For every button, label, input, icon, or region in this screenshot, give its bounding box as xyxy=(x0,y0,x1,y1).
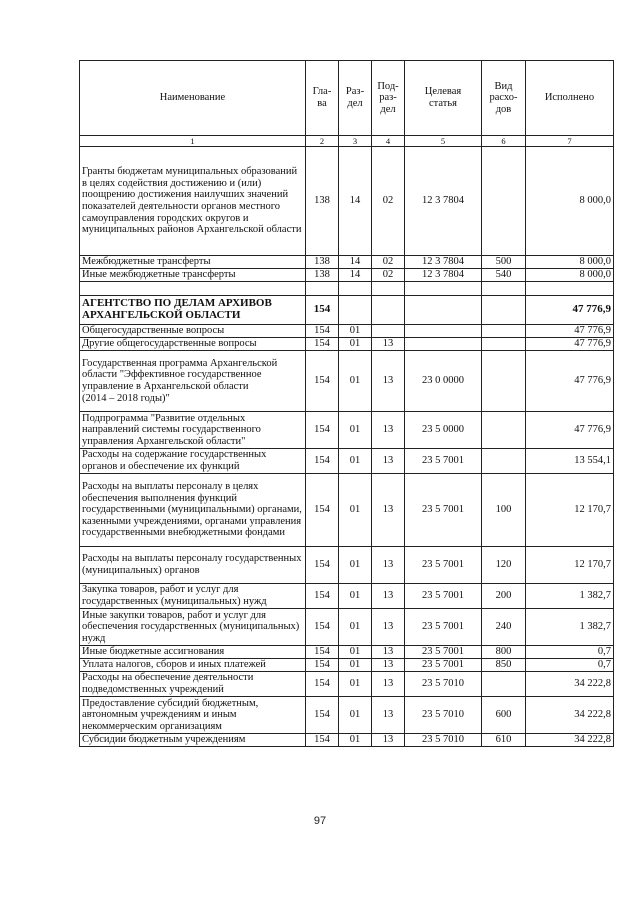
col-number: 1 xyxy=(80,136,306,147)
cell-razdel: 01 xyxy=(339,338,372,351)
cell-razdel: 14 xyxy=(339,256,372,269)
cell-glava: 138 xyxy=(306,256,339,269)
cell-vid: 850 xyxy=(482,659,526,672)
cell-vid xyxy=(482,351,526,412)
cell-glava: 154 xyxy=(306,659,339,672)
cell-name: Расходы на выплаты персоналу в целях обеспечения выполнения функций государственными (муниципальными) органами, казенными учреждениями, органами управления государственными внебюджетными фондами xyxy=(80,474,306,547)
cell-value: 34 222,8 xyxy=(526,672,614,697)
cell-vid: 120 xyxy=(482,547,526,584)
cell-value: 8 000,0 xyxy=(526,269,614,282)
cell-name: Расходы на выплаты персоналу государственных (муниципальных) органов xyxy=(80,547,306,584)
cell-value: 12 170,7 xyxy=(526,474,614,547)
cell-glava: 154 xyxy=(306,609,339,646)
cell-podrazdel: 13 xyxy=(372,474,405,547)
col-number: 3 xyxy=(339,136,372,147)
cell-glava: 154 xyxy=(306,672,339,697)
cell-value: 47 776,9 xyxy=(526,412,614,449)
cell-vid xyxy=(482,338,526,351)
table-row xyxy=(80,147,614,256)
col-number: 6 xyxy=(482,136,526,147)
col-number: 5 xyxy=(405,136,482,147)
table-row xyxy=(80,449,614,474)
cell-name: Межбюджетные трансферты xyxy=(80,256,306,269)
header-vid: Вид расхо- дов xyxy=(482,61,526,136)
cell-razdel: 01 xyxy=(339,659,372,672)
table-row xyxy=(80,672,614,697)
cell-podrazdel: 13 xyxy=(372,697,405,734)
cell-glava: 154 xyxy=(306,338,339,351)
table-row xyxy=(80,256,614,269)
cell-razdel xyxy=(339,296,372,325)
cell-target xyxy=(405,338,482,351)
cell-vid: 100 xyxy=(482,474,526,547)
cell-target: 23 5 7010 xyxy=(405,672,482,697)
cell-name: Гранты бюджетам муниципальных образований в целях содействия достижению и (или) поощрению достижения наилучших значений показателей деятельности органов местного самоуправления городских округов и муниципальных районов Архангельской области xyxy=(80,147,306,256)
cell-name: Уплата налогов, сборов и иных платежей xyxy=(80,659,306,672)
cell-target: 12 3 7804 xyxy=(405,269,482,282)
cell-razdel: 01 xyxy=(339,325,372,338)
table-row xyxy=(80,296,614,325)
cell-vid: 500 xyxy=(482,256,526,269)
cell-glava: 154 xyxy=(306,449,339,474)
cell-value: 12 170,7 xyxy=(526,547,614,584)
table-row xyxy=(80,338,614,351)
cell-podrazdel: 02 xyxy=(372,147,405,256)
cell-vid xyxy=(482,412,526,449)
cell-podrazdel: 13 xyxy=(372,734,405,747)
cell-value: 8 000,0 xyxy=(526,256,614,269)
cell-vid xyxy=(482,325,526,338)
cell-podrazdel: 13 xyxy=(372,412,405,449)
cell-glava: 154 xyxy=(306,325,339,338)
cell-razdel: 01 xyxy=(339,449,372,474)
table-row xyxy=(80,609,614,646)
cell-value: 47 776,9 xyxy=(526,325,614,338)
cell-glava: 154 xyxy=(306,697,339,734)
cell-razdel: 14 xyxy=(339,147,372,256)
cell-value: 1 382,7 xyxy=(526,609,614,646)
cell-podrazdel: 13 xyxy=(372,646,405,659)
cell-razdel: 01 xyxy=(339,547,372,584)
cell-vid: 540 xyxy=(482,269,526,282)
cell-value: 0,7 xyxy=(526,659,614,672)
cell-target: 12 3 7804 xyxy=(405,147,482,256)
budget-table xyxy=(79,60,614,747)
cell-razdel: 01 xyxy=(339,646,372,659)
cell-target xyxy=(405,325,482,338)
column-number-row xyxy=(80,136,614,147)
cell-name: АГЕНТСТВО ПО ДЕЛАМ АРХИВОВ АРХАНГЕЛЬСКОЙ ОБЛАСТИ xyxy=(80,296,306,325)
cell-vid: 610 xyxy=(482,734,526,747)
cell-target: 23 0 0000 xyxy=(405,351,482,412)
table-row xyxy=(80,659,614,672)
cell-razdel: 01 xyxy=(339,697,372,734)
cell-value: 8 000,0 xyxy=(526,147,614,256)
header-done: Исполнено xyxy=(526,61,614,136)
cell-podrazdel: 13 xyxy=(372,672,405,697)
cell-glava: 138 xyxy=(306,147,339,256)
cell-target: 23 5 0000 xyxy=(405,412,482,449)
spacer-cell xyxy=(306,282,339,296)
cell-name: Субсидии бюджетным учреждениям xyxy=(80,734,306,747)
header-razdel: Раз- дел xyxy=(339,61,372,136)
cell-glava: 154 xyxy=(306,646,339,659)
cell-name: Общегосударственные вопросы xyxy=(80,325,306,338)
cell-target xyxy=(405,296,482,325)
cell-value: 34 222,8 xyxy=(526,734,614,747)
cell-value: 13 554,1 xyxy=(526,449,614,474)
table-row xyxy=(80,351,614,412)
header-podrazdel: Под- раз- дел xyxy=(372,61,405,136)
col-number: 7 xyxy=(526,136,614,147)
cell-name: Иные закупки товаров, работ и услуг для обеспечения государственных (муниципальных) нужд xyxy=(80,609,306,646)
cell-name: Расходы на содержание государственных органов и обеспечение их функций xyxy=(80,449,306,474)
cell-podrazdel: 02 xyxy=(372,256,405,269)
col-number: 2 xyxy=(306,136,339,147)
cell-value: 0,7 xyxy=(526,646,614,659)
table-row xyxy=(80,646,614,659)
header-glava: Гла- ва xyxy=(306,61,339,136)
cell-value: 47 776,9 xyxy=(526,338,614,351)
table-row xyxy=(80,547,614,584)
cell-name: Иные межбюджетные трансферты xyxy=(80,269,306,282)
spacer-cell xyxy=(80,282,306,296)
cell-name: Подпрограмма "Развитие отдельных направлений системы государственного управления Архангельской области" xyxy=(80,412,306,449)
spacer-cell xyxy=(526,282,614,296)
cell-vid: 800 xyxy=(482,646,526,659)
cell-value: 34 222,8 xyxy=(526,697,614,734)
table-row xyxy=(80,734,614,747)
spacer-cell xyxy=(482,282,526,296)
cell-glava: 154 xyxy=(306,412,339,449)
cell-podrazdel: 13 xyxy=(372,659,405,672)
cell-razdel: 01 xyxy=(339,351,372,412)
cell-vid xyxy=(482,449,526,474)
cell-vid xyxy=(482,672,526,697)
cell-target: 23 5 7001 xyxy=(405,659,482,672)
cell-vid: 240 xyxy=(482,609,526,646)
cell-value: 47 776,9 xyxy=(526,296,614,325)
cell-vid xyxy=(482,147,526,256)
header-name: Наименование xyxy=(80,61,306,136)
cell-razdel: 01 xyxy=(339,609,372,646)
cell-razdel: 01 xyxy=(339,412,372,449)
cell-glava: 154 xyxy=(306,351,339,412)
cell-glava: 154 xyxy=(306,474,339,547)
cell-podrazdel: 13 xyxy=(372,584,405,609)
cell-podrazdel xyxy=(372,325,405,338)
cell-vid xyxy=(482,296,526,325)
cell-target: 23 5 7001 xyxy=(405,474,482,547)
cell-name: Расходы на обеспечение деятельности подведомственных учреждений xyxy=(80,672,306,697)
cell-razdel: 14 xyxy=(339,269,372,282)
spacer-cell xyxy=(372,282,405,296)
cell-podrazdel xyxy=(372,296,405,325)
cell-glava: 154 xyxy=(306,296,339,325)
spacer-cell xyxy=(405,282,482,296)
cell-target: 23 5 7010 xyxy=(405,734,482,747)
cell-target: 23 5 7001 xyxy=(405,547,482,584)
cell-podrazdel: 13 xyxy=(372,547,405,584)
cell-target: 23 5 7010 xyxy=(405,697,482,734)
table-row xyxy=(80,474,614,547)
cell-podrazdel: 13 xyxy=(372,338,405,351)
table-header-row xyxy=(80,61,614,136)
cell-razdel: 01 xyxy=(339,672,372,697)
table-row xyxy=(80,412,614,449)
cell-name: Государственная программа Архангельской области "Эффективное государственное управление в Архангельской области (2014 – 2018 годы)" xyxy=(80,351,306,412)
cell-glava: 154 xyxy=(306,547,339,584)
table-body xyxy=(80,147,614,747)
cell-name: Закупка товаров, работ и услуг для государственных (муниципальных) нужд xyxy=(80,584,306,609)
cell-podrazdel: 13 xyxy=(372,351,405,412)
cell-target: 12 3 7804 xyxy=(405,256,482,269)
cell-razdel: 01 xyxy=(339,474,372,547)
cell-value: 47 776,9 xyxy=(526,351,614,412)
cell-vid: 200 xyxy=(482,584,526,609)
cell-podrazdel: 02 xyxy=(372,269,405,282)
cell-target: 23 5 7001 xyxy=(405,449,482,474)
cell-podrazdel: 13 xyxy=(372,449,405,474)
cell-razdel: 01 xyxy=(339,734,372,747)
spacer-cell xyxy=(339,282,372,296)
page-number: 97 xyxy=(313,815,327,827)
cell-podrazdel: 13 xyxy=(372,609,405,646)
cell-name: Другие общегосударственные вопросы xyxy=(80,338,306,351)
cell-target: 23 5 7001 xyxy=(405,584,482,609)
cell-value: 1 382,7 xyxy=(526,584,614,609)
cell-target: 23 5 7001 xyxy=(405,609,482,646)
col-number: 4 xyxy=(372,136,405,147)
table-row xyxy=(80,697,614,734)
cell-name: Предоставление субсидий бюджетным, автономным учреждениям и иным некоммерческим организациям xyxy=(80,697,306,734)
table-row xyxy=(80,584,614,609)
table-row xyxy=(80,325,614,338)
cell-glava: 154 xyxy=(306,734,339,747)
cell-name: Иные бюджетные ассигнования xyxy=(80,646,306,659)
cell-target: 23 5 7001 xyxy=(405,646,482,659)
cell-glava: 154 xyxy=(306,584,339,609)
cell-glava: 138 xyxy=(306,269,339,282)
spacer-row xyxy=(80,282,614,296)
header-target: Целевая статья xyxy=(405,61,482,136)
cell-vid: 600 xyxy=(482,697,526,734)
table-row xyxy=(80,269,614,282)
cell-razdel: 01 xyxy=(339,584,372,609)
